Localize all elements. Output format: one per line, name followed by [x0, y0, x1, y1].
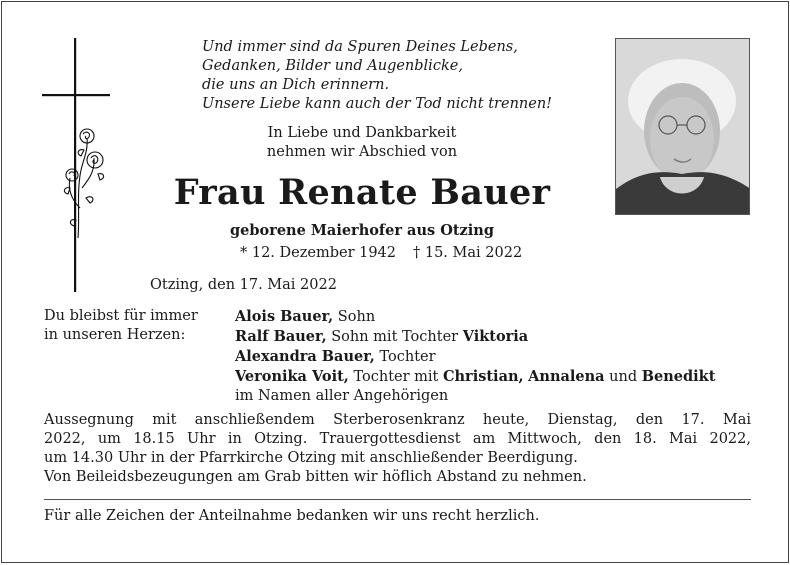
poem-line: Und immer sind da Spuren Deines Lebens, [202, 39, 518, 55]
portrait-image [616, 39, 750, 215]
poem [202, 38, 602, 114]
mourner-role: Tochter mit [348, 369, 443, 385]
divider [44, 499, 751, 500]
mourner-name: Alexandra Bauer, [235, 348, 375, 365]
funeral-line: Von Beileidsbezeugungen am Grab bitten wir höflich Abstand zu nehmen. [44, 469, 587, 485]
gratitude-line: In Liebe und Dankbarkeit [267, 125, 457, 141]
cross-with-roses-icon [40, 38, 130, 294]
mourner-role: Tochter [374, 349, 436, 365]
funeral-line: Aussegnung mit anschließendem Sterberosenkranz heute, Dienstag, den 17. Mai [44, 412, 751, 428]
mourner-child: Benedikt [641, 368, 716, 385]
funeral-line: 2022, um 18.15 Uhr in Otzing. Trauergottesdienst am Mittwoch, den 18. Mai 2022, [44, 431, 751, 447]
mourner-name: Ralf Bauer, [235, 328, 327, 345]
mourner-others: im Namen aller Angehörigen [235, 388, 449, 404]
gratitude-text [202, 124, 522, 162]
mourner-role: Sohn mit Tochter [326, 329, 463, 345]
conjunction: und [604, 369, 642, 385]
mourner-entry [235, 367, 715, 387]
mourners-list [235, 307, 715, 406]
mourner-child: Annalena [528, 368, 605, 385]
mourner-name: Veronika Voit, [235, 368, 349, 385]
mourners-label-line: Du bleibst für immer [44, 308, 198, 324]
poem-line: Gedanken, Bilder und Augenblicke, [202, 58, 463, 74]
mourner-child: Christian, [442, 368, 524, 385]
birth-name: geborene Maierhofer aus Otzing [230, 222, 494, 239]
poem-line: die uns an Dich erinnern. [202, 77, 390, 93]
deceased-name: Frau Renate Bauer [173, 172, 551, 213]
funeral-details [44, 411, 751, 487]
poem-line: Unsere Liebe kann auch der Tod nicht trennen! [202, 96, 552, 112]
mourners-label-line: in unseren Herzen: [44, 327, 186, 343]
mourner-name: Alois Bauer, [235, 308, 334, 325]
mourner-entry [235, 307, 715, 327]
mourners-label [44, 307, 198, 345]
portrait-photo [615, 38, 750, 215]
death-date: † 15. Mai 2022 [413, 245, 523, 261]
gratitude-line: nehmen wir Abschied von [266, 144, 458, 160]
thanks-text: Für alle Zeichen der Anteilnahme bedanken wir uns recht herzlich. [44, 508, 540, 524]
mourner-entry [235, 347, 715, 367]
mourner-role: Sohn [333, 309, 376, 325]
funeral-line: um 14.30 Uhr in der Pfarrkirche Otzing mit anschließender Beerdigung. [44, 450, 578, 466]
birth-date: * 12. Dezember 1942 [240, 245, 397, 261]
mourner-child: Viktoria [462, 328, 529, 345]
mourner-entry [235, 327, 715, 347]
place-date: Otzing, den 17. Mai 2022 [150, 277, 337, 293]
obituary-notice [1, 1, 789, 563]
